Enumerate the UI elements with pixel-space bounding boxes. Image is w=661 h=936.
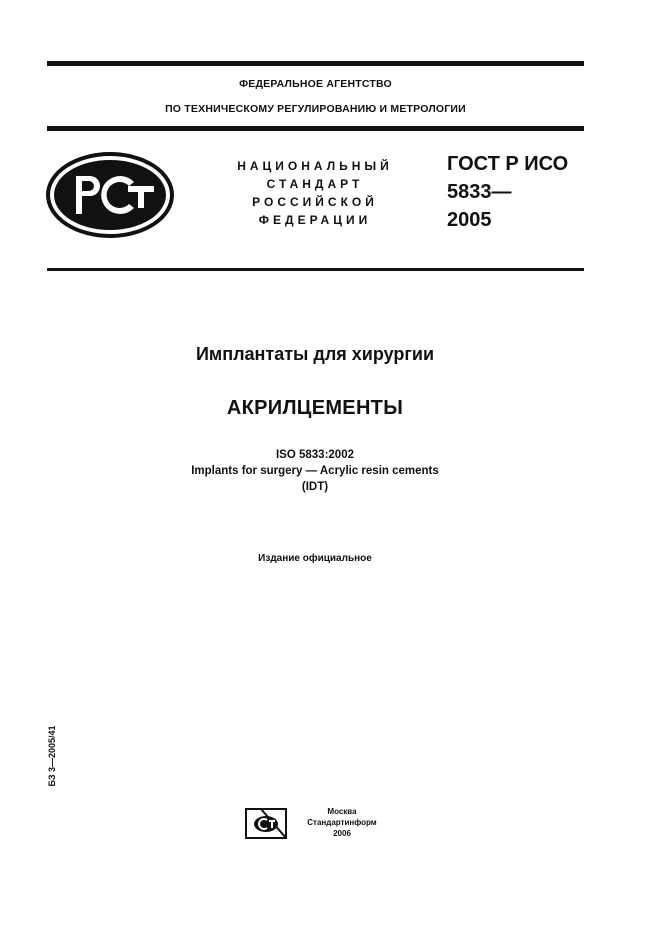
- publisher-year: 2006: [333, 829, 351, 838]
- designation-line-2: 5833—: [447, 181, 512, 203]
- top-rule: [47, 61, 584, 66]
- rst-gost-logo-icon: [46, 152, 174, 243]
- iso-english-title: Implants for surgery — Acrylic resin cements: [191, 465, 439, 477]
- document-title: Имплантаты для хирургии: [195, 344, 435, 364]
- designation-line-3: 2005: [447, 209, 492, 231]
- standard-designation: [447, 150, 568, 234]
- publisher-name: Стандартинформ: [307, 818, 377, 827]
- iso-number: ISO 5833:2002: [275, 449, 354, 461]
- header-bottom-rule: [47, 268, 584, 271]
- agency-line-2: ПО ТЕХНИЧЕСКОМУ РЕГУЛИРОВАНИЮ И МЕТРОЛОГИИ: [165, 103, 466, 115]
- agency-bottom-rule: [47, 126, 584, 131]
- national-standard-line-2: СТАНДАРТ: [266, 177, 364, 191]
- iso-reference: [0, 447, 630, 495]
- side-code: БЗ 3—2005/41: [47, 725, 57, 787]
- publisher-info: [300, 806, 384, 839]
- iso-equivalence: (IDT): [301, 481, 329, 493]
- national-standard-line-1: НАЦИОНАЛЬНЫЙ: [237, 159, 393, 173]
- agency-line-1: ФЕДЕРАЛЬНОЕ АГЕНТСТВО: [239, 78, 392, 90]
- designation-line-1: ГОСТ Р ИСО: [447, 153, 569, 175]
- national-standard-label: [215, 157, 415, 229]
- publisher-city: Москва: [327, 807, 357, 816]
- document-subtitle: АКРИЛЦЕМЕНТЫ: [226, 397, 404, 419]
- standartinform-logo-icon: [245, 805, 287, 844]
- national-standard-line-4: ФЕДЕРАЦИИ: [258, 213, 372, 227]
- edition-label: Издание официальное: [258, 553, 372, 564]
- national-standard-line-3: РОССИЙСКОЙ: [252, 195, 378, 209]
